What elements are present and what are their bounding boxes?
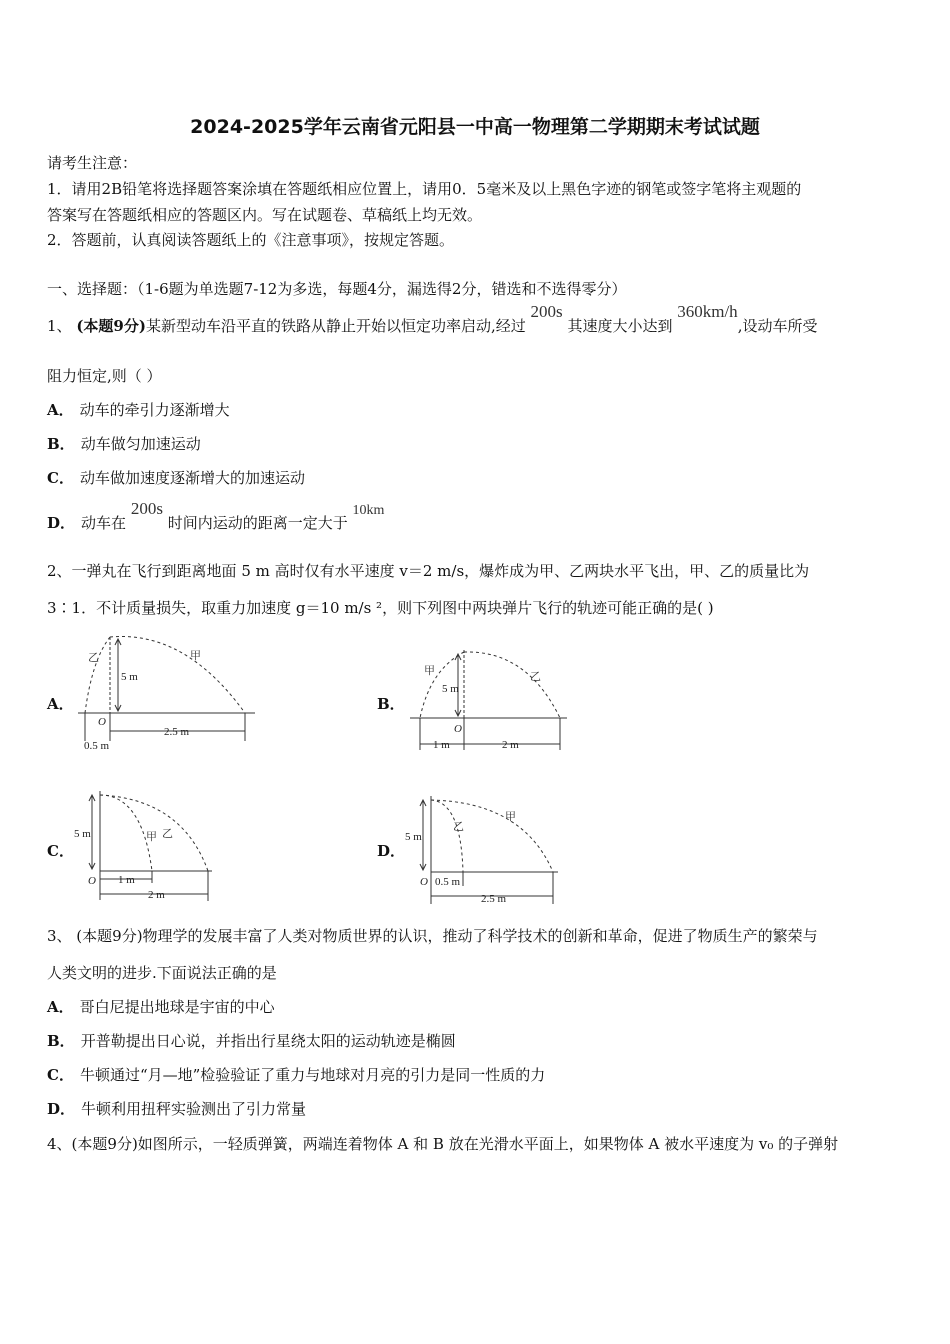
q2-option-b-label[interactable]: B． (377, 695, 405, 713)
option-label: C． (47, 1066, 74, 1084)
label-jia: 甲 (505, 811, 516, 823)
option-label: D． (47, 514, 76, 532)
label-dist-left: 0.5 m (435, 876, 461, 888)
option-text: 牛顿通过“月—地”检验验证了重力与地球对月亮的引力是同一性质的力 (79, 1066, 546, 1084)
q2-line-2: 3∶1．不计质量损失，取重力加速度 g＝10 m/s ²，则下列图中两块弹片飞行的轨迹可能正确的是( ) (47, 599, 714, 617)
q3-option-d[interactable] (47, 1098, 306, 1119)
q1-option-d[interactable] (47, 499, 385, 533)
figure-b (402, 640, 572, 755)
option-time: 200s (130, 499, 163, 518)
notice-line-1b: 答案写在答题纸相应的答题区内。写在试题卷、草稿纸上均无效。 (47, 206, 483, 224)
label-height: 5 m (442, 683, 459, 695)
q1-option-c[interactable] (47, 467, 305, 488)
figure-d (403, 790, 563, 908)
option-text: 动车做加速度逐渐增大的加速运动 (79, 469, 305, 487)
label-origin: O (88, 875, 96, 887)
q1-option-b[interactable] (47, 433, 201, 454)
label-height: 5 m (121, 671, 138, 683)
q1-tag: (本题9分) (76, 317, 146, 335)
option-text: 动车做匀加速运动 (80, 435, 201, 453)
notice-line-1a: 1．请用2B铅笔将选择题答案涂填在答题纸相应位置上，请用0．5毫米及以上黑色字迹的钢笔或签字笔将主观题的 (47, 180, 802, 198)
q3-line-1: 3、 (本题9分)物理学的发展丰富了人类对物质世界的认识，推动了科学技术的创新和革命，促进了物质生产的繁荣与 (47, 927, 818, 945)
q1-number: 1、 (47, 317, 72, 335)
label-jia: 甲 (424, 665, 435, 677)
label-origin: O (454, 723, 462, 735)
q1-speed: 360km/h (677, 302, 738, 321)
q1-text-a: 某新型动车沿平直的铁路从静止开始以恒定功率启动,经过 (145, 317, 526, 335)
label-dist-right: 2.5 m (164, 726, 190, 738)
q3-option-a[interactable] (47, 996, 275, 1017)
q1-text-d: 阻力恒定,则（ ） (47, 367, 162, 385)
q2-line-1: 2、一弹丸在飞行到距离地面 5 m 高时仅有水平速度 v＝2 m/s，爆炸成为甲、乙两块水平飞出，甲、乙的质量比为 (47, 562, 810, 580)
label-yi: 乙 (88, 652, 99, 664)
section-heading: 一、选择题：（1-6题为单选题7-12为多选，每题4分，漏选得2分，错选和不选得零分） (47, 280, 627, 298)
label-yi: 乙 (162, 828, 173, 840)
option-text-b: 时间内运动的距离一定大于 (167, 514, 348, 532)
label-dist-left: 0.5 m (84, 740, 110, 752)
figure-c (72, 785, 222, 905)
q2-option-a-label[interactable]: A． (47, 695, 74, 713)
label-yi: 乙 (530, 671, 541, 683)
q3-option-b[interactable] (47, 1030, 456, 1051)
q1-stem (47, 302, 818, 336)
label-jia: 甲 (146, 831, 157, 843)
label-origin: O (98, 716, 106, 728)
label-dist-left: 1 m (433, 739, 450, 751)
q3-option-c[interactable] (47, 1064, 545, 1085)
notice-line-2: 2．答题前，认真阅读答题纸上的《注意事项》，按规定答题。 (47, 231, 455, 249)
page-title: 2024-2025学年云南省元阳县一中高一物理第二学期期末考试试题 (190, 116, 760, 138)
label-dist-right: 2.5 m (481, 893, 507, 905)
label-height: 5 m (74, 828, 91, 840)
q4-line-1: 4、(本题9分)如图所示，一轻质弹簧，两端连着物体 A 和 B 放在光滑水平面上，如果物体 A 被水平速度为 v₀ 的子弹射 (47, 1135, 839, 1153)
option-text: 动车的牵引力逐渐增大 (79, 401, 230, 419)
q1-option-a[interactable] (47, 399, 230, 420)
notice-heading: 请考生注意： (47, 154, 138, 172)
label-origin: O (420, 876, 428, 888)
label-height: 5 m (405, 831, 422, 843)
option-text: 开普勒提出日心说，并指出行星绕太阳的运动轨迹是椭圆 (80, 1032, 456, 1050)
q2-option-c-label[interactable]: C． (47, 842, 74, 860)
label-dist-right: 2 m (502, 739, 519, 751)
option-distance: 10km (352, 503, 385, 518)
label-jia: 甲 (190, 650, 201, 662)
option-text-a: 动车在 (81, 514, 127, 532)
option-label: A． (47, 998, 74, 1016)
q1-time: 200s (530, 302, 563, 321)
option-text: 牛顿利用扭秤实验测出了引力常量 (81, 1100, 307, 1118)
q1-text-b: 其速度大小达到 (567, 317, 673, 335)
option-label: A． (47, 401, 74, 419)
option-text: 哥白尼提出地球是宇宙的中心 (79, 998, 275, 1016)
option-label: B． (47, 435, 75, 453)
q1-text-c: ,设动车所受 (737, 317, 818, 335)
figure-a (70, 625, 260, 755)
q3-line-2: 人类文明的进步.下面说法正确的是 (47, 964, 277, 982)
label-yi: 乙 (453, 821, 464, 833)
label-dist-left: 1 m (118, 874, 135, 886)
option-label: C． (47, 469, 74, 487)
label-dist-right: 2 m (148, 889, 165, 901)
option-label: B． (47, 1032, 75, 1050)
option-label: D． (47, 1100, 76, 1118)
q2-option-d-label[interactable]: D． (377, 842, 406, 860)
